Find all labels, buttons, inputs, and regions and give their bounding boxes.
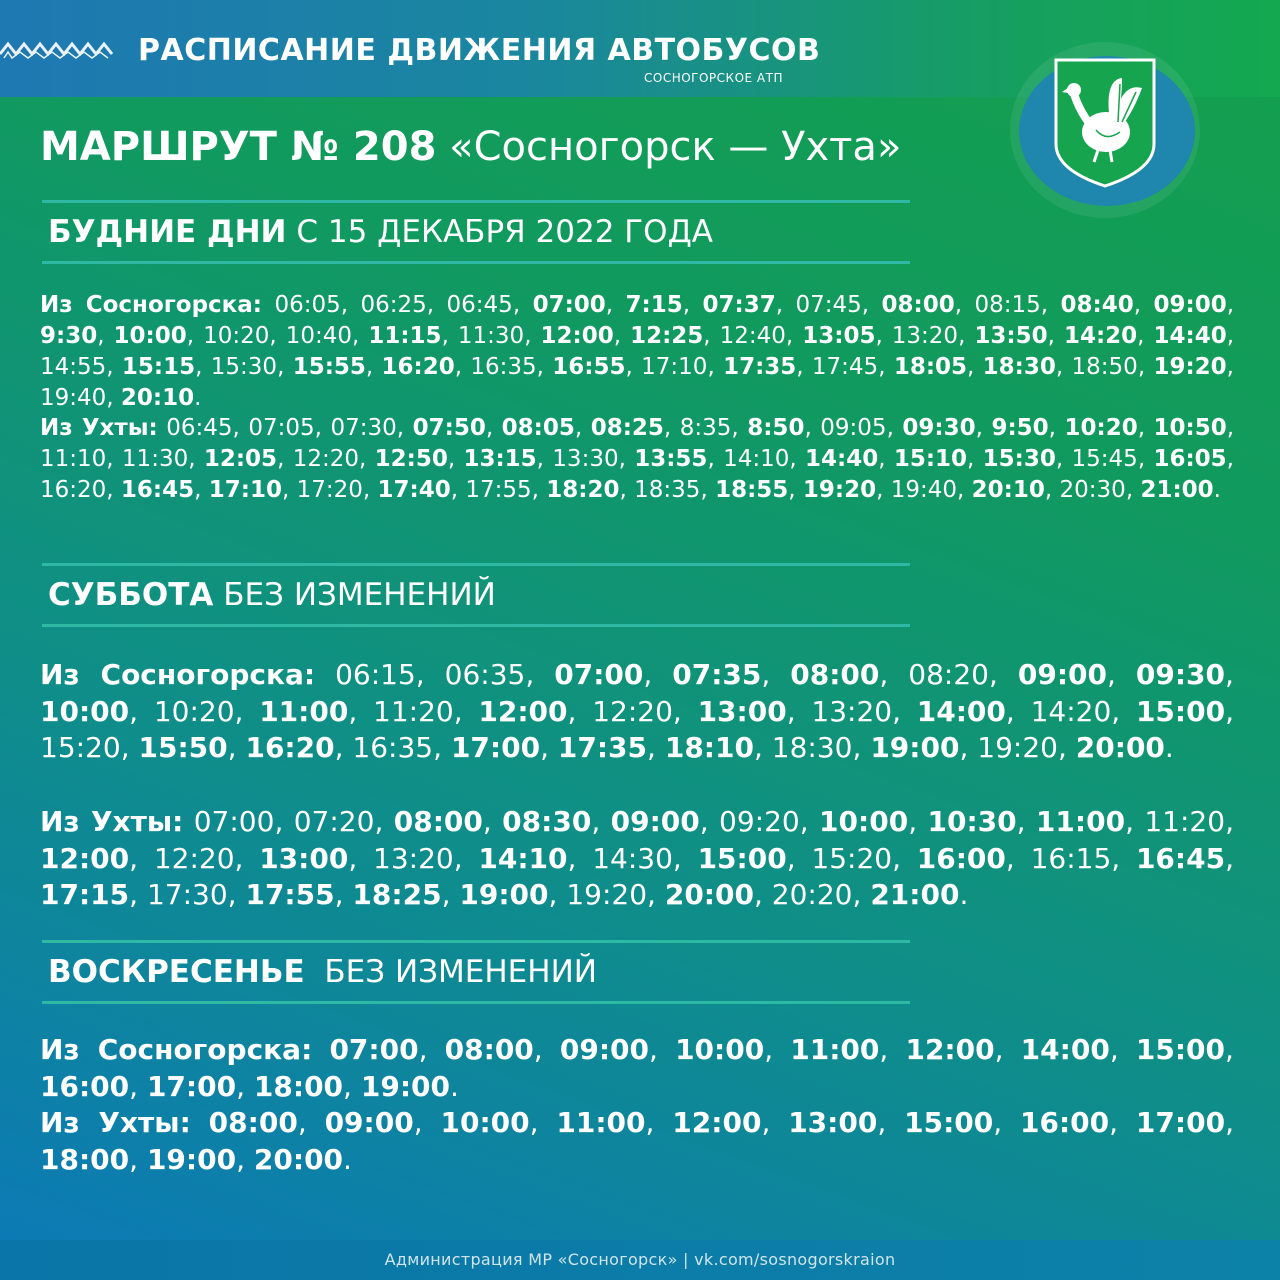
departure-time: 15:50 <box>138 731 228 765</box>
departure-time: 15:55 <box>292 354 366 380</box>
departure-time: 17:00 <box>450 731 541 765</box>
departure-time: 11:20 <box>373 694 454 728</box>
departure-time: 19:20 <box>977 731 1058 765</box>
direction-label: Из Ухты: <box>40 415 158 441</box>
departure-time: 15:10 <box>893 446 968 472</box>
weekdays-from-sosnogorsk: Из Сосногорска: 06:05, 06:25, 06:45, 07:00, 7:15, 07:37, 07:45, 08:00, 08:15, 08:40, 09:00, 9:30, 10:00, 10:20, 10:40, 11:15, 11:30, 12:00, 12:25, 12:40, 13:05, 13:20, 13:50, 14:20, 14:40, 14:55, 15:15, 15:30, 15:55, 16:20, 16:35, 16:55, 17:10, 17:35, 17:45, 18:05, 18:30, 18:50, 19:20, 19:40, 20:10. <box>40 292 1235 411</box>
departure-time: 10:20 <box>203 323 270 349</box>
departure-time: 18:00 <box>40 1142 130 1176</box>
departure-time: 21:00 <box>870 878 960 912</box>
departure-time: 17:35 <box>723 354 797 380</box>
departure-time: 15:30 <box>210 354 278 380</box>
departure-time: 18:10 <box>664 731 754 765</box>
departure-time: 14:20 <box>1063 323 1138 349</box>
departure-time: 19:20 <box>566 878 648 912</box>
departure-time: 09:20 <box>719 805 800 838</box>
departure-time: 15:45 <box>1071 446 1138 472</box>
departure-time: 12:20 <box>592 694 673 728</box>
departure-time: 9:30 <box>40 323 98 349</box>
departure-time: 13:05 <box>802 323 876 349</box>
departure-time: 13:20 <box>891 323 959 349</box>
departure-time: 19:40 <box>890 477 958 503</box>
departure-time: 12:00 <box>40 841 130 875</box>
departure-time: 06:45 <box>446 292 513 318</box>
divider <box>42 1001 910 1004</box>
direction-label: Из Ухты: <box>40 1106 191 1139</box>
departure-time: 18:20 <box>546 477 620 503</box>
departure-time: 06:05 <box>274 292 341 318</box>
departure-time: 08:00 <box>208 1106 298 1139</box>
departure-time: 09:05 <box>820 415 887 441</box>
saturday-from-sosnogorsk: Из Сосногорска: 06:15, 06:35, 07:00, 07:35, 08:00, 08:20, 09:00, 09:30, 10:00, 10:20, 11:00, 11:20, 12:00, 12:20, 13:00, 13:20, 14:00, 14:20, 15:00, 15:20, 15:50, 16:20, 16:35, 17:00, 17:35, 18:10, 18:30, 19:00, 19:20, 20:00. <box>40 658 1234 765</box>
departure-time: 16:35 <box>352 731 434 765</box>
departure-time: 19:20 <box>802 477 877 503</box>
departure-time: 08:15 <box>974 292 1041 318</box>
departure-time: 15:30 <box>982 446 1056 472</box>
departure-time: 09:30 <box>902 415 976 441</box>
direction-label: Из Сосногорска: <box>40 1033 313 1066</box>
section-note: БЕЗ ИЗМЕНЕНИЙ <box>324 954 597 990</box>
departure-time: 07:45 <box>795 292 862 318</box>
departure-time: 19:00 <box>360 1069 450 1103</box>
departure-time: 17:45 <box>811 354 879 380</box>
departure-time: 06:15 <box>335 658 416 691</box>
departure-time: 08:00 <box>393 805 483 838</box>
departure-time: 20:20 <box>771 878 853 912</box>
departure-time: 07:35 <box>672 658 762 691</box>
footer-text: Администрация МР «Сосногорск» | vk.com/sosnogorskraion <box>384 1250 896 1269</box>
departure-time: 16:00 <box>40 1069 130 1103</box>
divider <box>42 261 910 264</box>
departure-time: 09:30 <box>1135 658 1226 691</box>
saturday-from-ukhta: Из Ухты: 07:00, 07:20, 08:00, 08:30, 09:00, 09:20, 10:00, 10:30, 11:00, 11:20, 12:00, 12:20, 13:00, 13:20, 14:10, 14:30, 15:00, 15:20, 16:00, 16:15, 16:45, 17:15, 17:30, 17:55, 18:25, 19:00, 19:20, 20:00, 20:20, 21:00. <box>40 805 1234 912</box>
header-title: РАСПИСАНИЕ ДВИЖЕНИЯ АВТОБУСОВ <box>138 33 821 68</box>
divider <box>42 940 910 943</box>
direction-label: Из Сосногорска: <box>40 658 316 691</box>
departure-time: 18:00 <box>253 1069 344 1103</box>
sunday-from-ukhta: Из Ухты: 08:00, 09:00, 10:00, 11:00, 12:00, 13:00, 15:00, 16:00, 17:00, 18:00, 19:00, 20:00. <box>40 1106 1234 1176</box>
departure-time: 11:00 <box>556 1106 646 1139</box>
divider <box>42 563 910 566</box>
departure-time: 14:20 <box>1030 694 1112 728</box>
departure-time: 08:25 <box>590 415 664 441</box>
departure-time: 17:55 <box>465 477 532 503</box>
departure-time: 11:15 <box>368 323 442 349</box>
departure-time: 20:30 <box>1059 477 1126 503</box>
departure-time: 20:10 <box>120 385 195 411</box>
departure-time: 08:00 <box>444 1033 534 1066</box>
departure-time: 10:30 <box>927 805 1017 838</box>
departure-time: 19:00 <box>870 731 960 765</box>
departure-time: 09:00 <box>610 805 700 838</box>
divider <box>42 624 910 627</box>
departure-time: 13:00 <box>788 1106 878 1139</box>
departure-time: 8:50 <box>747 415 805 441</box>
departure-time: 14:00 <box>916 694 1006 728</box>
departure-time: 13:20 <box>373 841 454 875</box>
departure-time: 07:50 <box>412 415 486 441</box>
direction-label: Из Ухты: <box>40 805 184 838</box>
departure-time: 12:00 <box>478 694 568 728</box>
departure-time: 13:50 <box>974 323 1048 349</box>
departure-time: 08:30 <box>502 805 592 838</box>
komi-ornament-icon <box>0 38 118 60</box>
departure-time: 19:40 <box>40 385 107 411</box>
departure-time: 12:25 <box>630 323 704 349</box>
departure-time: 12:05 <box>203 446 278 472</box>
departure-time: 06:25 <box>360 292 427 318</box>
departure-time: 19:00 <box>459 878 549 912</box>
departure-time: 11:10 <box>40 446 107 472</box>
weekdays-from-ukhta: Из Ухты: 06:45, 07:05, 07:30, 07:50, 08:05, 08:25, 8:35, 8:50, 09:05, 09:30, 9:50, 10:20, 10:50, 11:10, 11:30, 12:05, 12:20, 12:50, 13:15, 13:30, 13:55, 14:10, 14:40, 15:10, 15:30, 15:45, 16:05, 16:20, 16:45, 17:10, 17:20, 17:40, 17:55, 18:20, 18:35, 18:55, 19:20, 19:40, 20:10, 20:30, 21:00. <box>40 415 1235 503</box>
capercaillie-emblem-icon <box>1050 52 1160 194</box>
departure-time: 15:00 <box>697 841 787 875</box>
departure-time: 11:00 <box>790 1033 880 1066</box>
departure-time: 20:00 <box>664 878 754 912</box>
departure-time: 15:20 <box>40 731 121 765</box>
departure-time: 11:30 <box>121 446 189 472</box>
departure-time: 18:30 <box>771 731 853 765</box>
departure-time: 10:00 <box>113 323 187 349</box>
departure-time: 14:30 <box>592 841 673 875</box>
departure-time: 17:00 <box>1135 1106 1226 1139</box>
departure-time: 18:55 <box>715 477 789 503</box>
departure-time: 08:00 <box>881 292 955 318</box>
departure-time: 06:45 <box>166 415 233 441</box>
direction-label: Из Сосногорска: <box>40 292 262 318</box>
departure-time: 16:55 <box>552 354 626 380</box>
departure-time: 14:10 <box>723 446 790 472</box>
departure-time: 16:20 <box>40 477 107 503</box>
departure-time: 16:20 <box>381 354 455 380</box>
departure-time: 08:05 <box>501 415 575 441</box>
departure-time: 8:35 <box>679 415 732 441</box>
departure-time: 18:05 <box>893 354 968 380</box>
departure-time: 07:30 <box>330 415 397 441</box>
departure-time: 13:30 <box>552 446 619 472</box>
departure-time: 14:10 <box>478 841 568 875</box>
departure-time: 17:20 <box>296 477 363 503</box>
departure-time: 15:15 <box>121 354 196 380</box>
departure-time: 16:00 <box>916 841 1006 875</box>
departure-time: 08:20 <box>908 658 989 691</box>
section-sunday <box>48 954 597 990</box>
departure-time: 09:00 <box>324 1106 414 1139</box>
departure-time: 20:00 <box>253 1142 344 1176</box>
departure-time: 14:00 <box>1020 1033 1110 1066</box>
departure-time: 07:37 <box>702 292 776 318</box>
departure-time: 10:00 <box>675 1033 765 1066</box>
departure-time: 12:20 <box>153 841 235 875</box>
departure-time: 10:20 <box>1064 415 1138 441</box>
departure-time: 16:05 <box>1153 446 1227 472</box>
departure-time: 07:00 <box>532 292 606 318</box>
departure-time: 11:00 <box>1035 805 1126 838</box>
departure-time: 17:10 <box>641 354 708 380</box>
section-weekdays <box>48 214 713 250</box>
departure-time: 11:00 <box>259 694 349 728</box>
departure-time: 13:00 <box>697 694 787 728</box>
departure-time: 12:20 <box>292 446 359 472</box>
departure-time: 06:35 <box>444 658 526 691</box>
departure-time: 12:00 <box>540 323 614 349</box>
departure-time: 07:00 <box>329 1033 419 1066</box>
departure-time: 11:30 <box>457 323 525 349</box>
departure-time: 15:00 <box>904 1106 994 1139</box>
departure-time: 10:00 <box>40 694 130 728</box>
departure-time: 17:35 <box>557 731 648 765</box>
section-note: С 15 ДЕКАБРЯ 2022 ГОДА <box>296 214 714 250</box>
departure-time: 08:40 <box>1060 292 1134 318</box>
departure-time: 16:20 <box>245 731 335 765</box>
departure-time: 13:55 <box>634 446 708 472</box>
departure-time: 17:15 <box>40 878 130 912</box>
departure-time: 07:00 <box>193 805 275 838</box>
departure-time: 10:00 <box>440 1106 530 1139</box>
departure-time: 12:00 <box>905 1033 995 1066</box>
departure-time: 15:20 <box>811 841 893 875</box>
route-title <box>40 124 901 170</box>
departure-time: 10:50 <box>1153 415 1227 441</box>
departure-time: 18:35 <box>634 477 701 503</box>
departure-time: 12:00 <box>672 1106 762 1139</box>
departure-time: 09:00 <box>559 1033 649 1066</box>
departure-time: 07:05 <box>248 415 315 441</box>
departure-time: 17:10 <box>208 477 282 503</box>
departure-time: 16:00 <box>1020 1106 1110 1139</box>
departure-time: 17:40 <box>377 477 451 503</box>
departure-time: 14:40 <box>1153 323 1227 349</box>
route-number: МАРШРУТ № 208 <box>40 124 437 170</box>
departure-time: 19:00 <box>146 1142 237 1176</box>
header-subtitle: СОСНОГОРСКОЕ АТП <box>644 71 783 85</box>
departure-time: 17:00 <box>146 1069 237 1103</box>
departure-time: 07:20 <box>293 805 375 838</box>
departure-time: 18:50 <box>1071 354 1138 380</box>
departure-time: 17:55 <box>245 878 335 912</box>
departure-time: 17:30 <box>146 878 228 912</box>
departure-time: 13:15 <box>463 446 537 472</box>
departure-time: 10:40 <box>285 323 353 349</box>
departure-time: 09:00 <box>1153 292 1227 318</box>
departure-time: 14:40 <box>804 446 879 472</box>
departure-time: 21:00 <box>1140 477 1214 503</box>
departure-time: 12:40 <box>719 323 786 349</box>
departure-time: 15:00 <box>1135 694 1226 728</box>
route-name: «Сосногорск — Ухта» <box>449 124 902 170</box>
departure-time: 12:50 <box>374 446 448 472</box>
departure-time: 09:00 <box>1017 658 1107 691</box>
departure-time: 16:45 <box>120 477 195 503</box>
departure-time: 20:00 <box>1075 731 1165 765</box>
section-title: ВОСКРЕСЕНЬЕ <box>48 954 305 990</box>
section-note: БЕЗ ИЗМЕНЕНИЙ <box>223 577 496 613</box>
departure-time: 20:10 <box>971 477 1045 503</box>
departure-time: 15:00 <box>1135 1033 1226 1066</box>
departure-time: 10:00 <box>819 805 909 838</box>
departure-time: 11:20 <box>1144 805 1226 838</box>
departure-time: 18:25 <box>352 878 442 912</box>
departure-time: 13:20 <box>811 694 893 728</box>
departure-time: 16:15 <box>1030 841 1112 875</box>
departure-time: 07:00 <box>554 658 644 691</box>
departure-time: 7:15 <box>625 292 683 318</box>
divider <box>42 200 910 203</box>
departure-time: 9:50 <box>991 415 1049 441</box>
departure-time: 19:20 <box>1153 354 1227 380</box>
departure-time: 16:45 <box>1135 841 1226 875</box>
departure-time: 10:20 <box>153 694 235 728</box>
departure-time: 14:55 <box>40 354 107 380</box>
sunday-from-sosnogorsk: Из Сосногорска: 07:00, 08:00, 09:00, 10:00, 11:00, 12:00, 14:00, 15:00, 16:00, 17:00, 18:00, 19:00. <box>40 1033 1234 1103</box>
section-title: БУДНИЕ ДНИ <box>48 214 287 250</box>
section-saturday <box>48 577 496 613</box>
departure-time: 18:30 <box>982 354 1056 380</box>
departure-time: 13:00 <box>259 841 349 875</box>
departure-time: 08:00 <box>790 658 880 691</box>
section-title: СУББОТА <box>48 577 214 613</box>
departure-time: 16:35 <box>470 354 537 380</box>
